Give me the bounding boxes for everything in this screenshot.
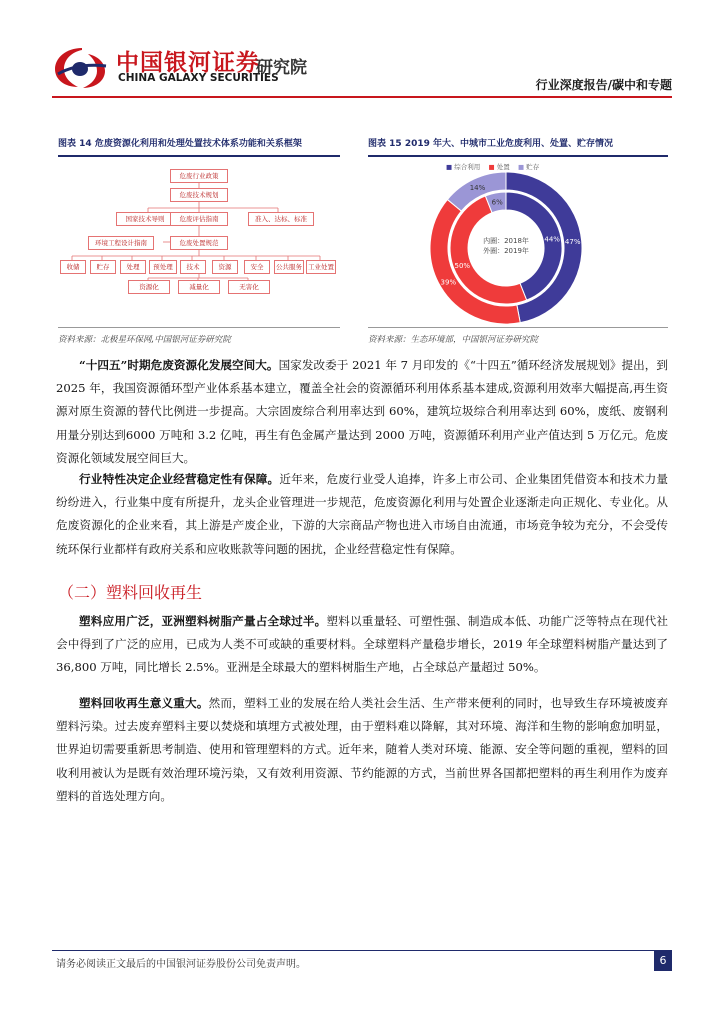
node-collection: 收储 [60,260,86,274]
node-technology: 技术 [180,260,206,274]
legend-item-disposal: ■ 处置 [488,163,510,171]
node-national-guide: 国家技术导则 [116,212,174,226]
center-label-inner: 内圈：2018年 [483,237,529,245]
figure14-diagram [58,160,340,326]
footer-divider [52,950,672,951]
legend-label-utilization: 综合利用 [454,163,481,171]
paragraph-1 [56,354,668,470]
figure15-caption [368,137,668,157]
legend-item-utilization: ■ 综合利用 [446,163,481,171]
node-tech-plan: 危废技术规划 [170,188,228,202]
paragraph-2-lead: 行业特性决定企业经营稳定性有保障。 [79,472,280,486]
donut-label-inner-0: 44% [544,235,560,244]
node-resourcization: 资源化 [128,280,170,294]
node-industrial-disposal: 工业处置 [306,260,336,274]
node-disposal-spec: 危废处置规范 [170,236,228,250]
donut-label-outer-0: 47% [564,238,581,247]
center-label-outer: 外圈：2019年 [483,247,529,255]
node-pretreatment: 预处理 [149,260,177,274]
node-standards: 准入、达标、标准 [248,212,314,226]
legend-label-storage: 贮存 [526,163,540,171]
brand-name-en: CHINA GALAXY SECURITIES [118,72,279,84]
galaxy-logo-icon [52,44,108,90]
figure15-chart [368,160,668,326]
center-labels [468,236,544,256]
node-reduction: 减量化 [178,280,220,294]
brand-name-cn: 中国银河证券 [116,50,260,76]
paragraph-4-lead: 塑料回收再生意义重大。 [79,696,209,710]
figure15-source: 资料来源：生态环境部，中国银河证券研究院 [368,335,539,345]
figure15-source-rule [368,327,668,328]
figure15-title: 2019 年大、中城市工业危废利用、处置、贮存情况 [404,139,613,149]
institute-label: 研究院 [256,58,307,78]
section-title: （二）塑料回收再生 [58,583,203,602]
donut-label-outer-1: 39% [440,278,457,287]
donut-label-outer-2: 14% [469,183,486,192]
figure14-title: 危废资源化利用和处理处置技术体系功能和关系框架 [94,139,302,149]
paragraph-4-text: 然而，塑料工业的发展在给人类社会生活、生产带来便利的同时，也导致生存环境被废弃塑料污染。过去废弃塑料主要以焚烧和填埋方式被处理，由于塑料难以降解，其对环境、海洋和生物的影响愈加明显，世界迫切需要重新思考制造、使用和管理塑料的方式。近年来，随着人类对环境、能源、安全等问题的重视，塑料的回收利用被认为是既有效治理环境污染，又有效利用资源、节约能源的方式，当前世界各国都把塑料的再生利用作为废弃塑料的首选处理方向。 [56,696,668,803]
page-number: 6 [654,951,672,971]
footer-disclaimer: 请务必阅读正文最后的中国银河证券股份公司免责声明。 [56,959,306,970]
legend-label-disposal: 处置 [496,163,510,171]
report-title: 行业深度报告/碳中和专题 [535,78,672,92]
node-design-guide: 环境工程设计指南 [88,236,154,250]
node-storage: 贮存 [90,260,116,274]
node-treatment: 处理 [120,260,146,274]
figure15-label: 图表 15 [368,139,402,149]
node-harmless: 无害化 [228,280,270,294]
paragraph-3-text: 塑料以重量轻、可塑性强、制造成本低、功能广泛等特点在现代社会中得到了广泛的应用，已成为人类不可或缺的重要材料。全球塑料产量稳步增长，2019 年全球塑料树脂产量达到了 36,800 万吨，同比增长 2.5%。亚洲是全球最大的塑料树脂生产地，占全球总产量超过 50%。 [56,614,668,675]
donut-label-inner-2: 6% [491,198,503,207]
header-divider [52,96,672,98]
legend-item-storage: ■ 贮存 [518,163,540,171]
figure14-source: 资料来源：北极星环保网,中国银河证券研究院 [58,335,231,345]
paragraph-1-lead: “十四五”时期危废资源化发展空间大。 [79,358,279,372]
node-safety: 安全 [244,260,270,274]
paragraph-3 [56,610,668,680]
paragraph-3-lead: 塑料应用广泛，亚洲塑料树脂产量占全球过半。 [79,614,327,628]
node-resource: 资源 [212,260,238,274]
node-policy: 危废行业政策 [170,169,228,183]
figure14-label: 图表 14 [58,139,92,149]
paragraph-4 [56,692,668,808]
node-assessment-guide: 危废评估指南 [170,212,228,226]
paragraph-2-text: 近年来，危废行业受人追捧，许多上市公司、企业集团凭借资本和技术力量纷纷进入，行业集中度有所提升，龙头企业管理进一步规范，危废资源化利用与处置企业逐渐走向正规化、专业化。从危废资源化的企业来看，其上游是产废企业，下游的大宗商品产物也进入市场自由流通，市场竞争较为充分，不会受传统环保行业都样有政府关系和应收账款等问题的困扰，企业经营稳定性有保障。 [56,472,668,556]
node-public-service: 公共服务 [274,260,304,274]
donut-label-inner-1: 50% [454,261,471,270]
figure14-source-rule [58,327,340,328]
figure14-caption [58,137,340,157]
paragraph-2 [56,468,668,561]
paragraph-1-text: 国家发改委于 2021 年 7 月印发的《“十四五”循环经济发展规划》提出，到 2025 年，我国资源循环型产业体系基本建立，覆盖全社会的资源循环利用体系基本建成,资源利用效率大幅提高,再生资源对原生资源的替代比例进一步提高。大宗固废综合利用率达到 60%，建筑垃圾综合利用率达到 60%，废纸、废钢利用量分别达到6000 万吨和 3.2 亿吨，再生有色金属产量达到 2000 万吨，资源循环利用产业产值达到 5 万亿元。危废资源化领域发展空间巨大。 [56,358,668,465]
